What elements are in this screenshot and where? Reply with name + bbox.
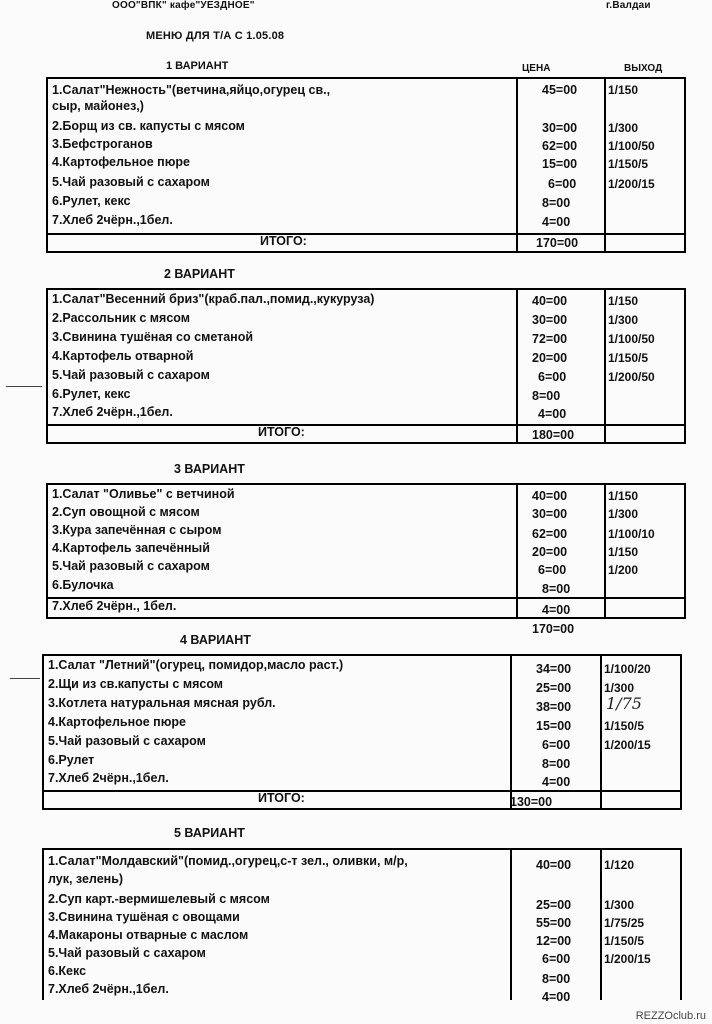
menu-item-price: 30=00 [532,507,568,521]
watermark: REZZOclub.ru [635,1010,706,1022]
menu-item-price: 4=00 [538,407,567,421]
menu-item-name: 5.Чай разовый с сахаром [52,559,210,573]
menu-item-price: 8=00 [532,389,561,403]
menu-item-name: 4.Картофель отварной [52,349,194,363]
city-name: г.Валдаи [606,0,651,11]
menu-item-name: 3.Бефстроганов [52,137,153,151]
menu-title: МЕНЮ ДЛЯ Т/А С 1.05.08 [146,30,285,42]
variant-title: 4 ВАРИАНТ [180,633,251,647]
menu-item-name: 2.Борщ из св. капусты с мясом [52,119,245,133]
menu-item-output: 1/200/15 [604,952,651,966]
menu-item-price: 20=00 [532,351,568,365]
menu-item-name: 2.Суп овощной с мясом [52,505,200,519]
menu-item-output: 1/150/5 [608,351,649,365]
menu-item-output: 1/200/50 [608,370,655,384]
output-column-header: ВЫХОД [624,63,663,74]
total-price: 170=00 [536,236,579,250]
menu-item-name: 2.Рассольник с мясом [52,311,191,325]
menu-item-price: 30=00 [542,121,578,135]
menu-item-price: 40=00 [532,489,568,503]
menu-table [42,654,682,810]
menu-item-name: 2.Суп карт.-вермишелевый с мясом [48,892,270,906]
menu-item-output: 1/300 [604,898,635,912]
menu-item-price: 25=00 [536,898,572,912]
menu-item-name: 6.Рулет, кекс [52,194,131,208]
menu-item-name: 1.Салат "Летний"(огурец, помидор,масло раст.) [48,658,344,672]
menu-item-price: 40=00 [532,294,568,308]
menu-item-name: 1.Салат "Оливье" с ветчиной [52,487,235,501]
menu-item-price: 15=00 [542,157,578,171]
menu-item-name: 1.Салат"Нежность"(ветчина,яйцо,огурец св., [52,83,331,97]
price-column-header: ЦЕНА [522,63,551,74]
menu-item-price: 40=00 [536,858,572,872]
menu-item-output: 1/300 [604,681,635,695]
menu-item-name: 1.Салат"Весенний бриз"(краб.пал.,помид.,кукуруза) [52,292,375,306]
variant-title: 2 ВАРИАНТ [164,267,235,281]
menu-item-price: 34=00 [536,662,572,676]
menu-table [46,288,686,444]
menu-item-output: 1/150/5 [604,934,645,948]
menu-item-price: 8=00 [542,196,571,210]
menu-item-price: 6=00 [542,738,571,752]
menu-item-name: 3.Свинина тушёная с овощами [48,910,240,924]
menu-item-name: 3.Свинина тушёная со сметаной [52,330,254,344]
menu-item-name: 4.Картофельное пюре [52,155,190,169]
menu-item-name: 3.Кура запечённая с сыром [52,523,222,537]
menu-item-price: 15=00 [536,719,572,733]
menu-item-output: 1/300 [608,313,639,327]
menu-item-name: 4.Макароны отварные с маслом [48,928,249,942]
menu-item-output: 1/120 [604,858,635,872]
menu-item-name: 6.Рулет, кекс [52,387,131,401]
total-price: 170=00 [532,622,575,636]
menu-item-price: 6=00 [548,177,577,191]
menu-item-output: 1/150 [608,294,639,308]
menu-item-name: 7.Хлеб 2чёрн., 1бел. [52,599,177,613]
menu-item-name: 7.Хлеб 2чёрн.,1бел. [52,213,173,227]
scan-mark [6,386,42,387]
menu-item-output: 1/100/10 [608,527,655,541]
menu-item-name: 6.Рулет [48,753,95,767]
menu-item-output: 1/150 [608,489,639,503]
menu-item-output: 1/75/25 [604,916,645,930]
total-label: ИТОГО: [258,425,305,439]
menu-item-name: 5.Чай разовый с сахаром [52,368,210,382]
menu-item-output: 1/200/15 [604,738,651,752]
menu-item-name: 4.Картофельное пюре [48,715,186,729]
menu-item-name: 5.Чай разовый с сахаром [48,946,206,960]
menu-item-price: 6=00 [538,370,567,384]
total-label: ИТОГО: [260,234,307,248]
menu-item-price: 45=00 [542,83,578,97]
menu-item-price: 12=00 [536,934,572,948]
menu-item-name: 1.Салат"Молдавский"(помид.,огурец,с-т зел., оливки, м/р, [48,854,408,868]
menu-item-name: лук, зелень) [48,872,124,886]
variant-title: 1 ВАРИАНТ [166,60,229,72]
menu-item-name: 2.Щи из св.капусты с мясом [48,677,224,691]
menu-item-price: 62=00 [532,527,568,541]
menu-item-price: 38=00 [536,700,572,714]
menu-item-name: 7.Хлеб 2чёрн.,1бел. [48,982,169,996]
menu-item-price: 4=00 [542,775,571,789]
menu-item-output: 1/150 [608,83,639,97]
menu-item-price: 4=00 [542,990,571,1004]
menu-item-output: 1/100/20 [604,662,651,676]
menu-table [42,848,682,1004]
menu-item-name: 6.Булочка [52,578,114,592]
menu-item-price: 20=00 [532,545,568,559]
menu-item-name: 3.Котлета натуральная мясная рубл. [48,696,276,710]
menu-item-name: сыр, майонез,) [52,99,144,113]
menu-item-price: 6=00 [542,952,571,966]
menu-item-price: 8=00 [542,757,571,771]
menu-item-output: 1/150/5 [608,157,649,171]
menu-item-output: 1/150/5 [604,719,645,733]
menu-table [46,77,686,253]
menu-item-name: 7.Хлеб 2чёрн.,1бел. [48,771,169,785]
menu-item-price: 4=00 [542,215,571,229]
menu-item-price: 25=00 [536,681,572,695]
menu-item-price: 30=00 [532,313,568,327]
menu-item-output: 1/100/50 [608,139,655,153]
menu-item-name: 5.Чай разовый с сахаром [52,175,210,189]
menu-item-price: 62=00 [542,139,578,153]
menu-item-output: 1/300 [608,507,639,521]
total-price: 180=00 [532,428,575,442]
total-label: ИТОГО: [258,791,305,805]
menu-item-name: 6.Кекс [48,964,87,978]
total-price: 130=00 [510,795,553,809]
menu-item-price: 8=00 [542,582,571,596]
menu-item-output: 1/100/50 [608,332,655,346]
variant-title: 3 ВАРИАНТ [174,462,245,476]
menu-item-output: 1/200 [608,563,639,577]
menu-item-output: 1/300 [608,121,639,135]
organization-name: ООО"ВПК" кафе"УЕЗДНОЕ" [112,0,255,11]
menu-item-name: 7.Хлеб 2чёрн.,1бел. [52,405,173,419]
menu-item-name: 5.Чай разовый с сахаром [48,734,206,748]
menu-table [46,483,686,619]
handwritten-output: 1/75 [606,694,642,713]
menu-item-price: 8=00 [542,972,571,986]
menu-item-price: 72=00 [532,332,568,346]
menu-item-name: 4.Картофель запечённый [52,541,210,555]
menu-item-output: 1/150 [608,545,639,559]
menu-item-output: 1/200/15 [608,177,655,191]
scan-mark [10,678,40,679]
menu-item-price: 6=00 [538,563,567,577]
menu-item-price: 55=00 [536,916,572,930]
variant-title: 5 ВАРИАНТ [174,826,245,840]
menu-item-price: 4=00 [542,603,571,617]
